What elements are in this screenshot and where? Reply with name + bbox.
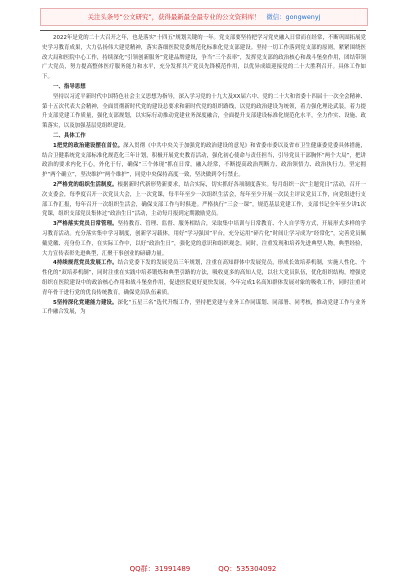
task-paragraph bbox=[42, 181, 366, 220]
task-text: 深化“五星三名”选代升级工作，坚持把党建与业务工作同谋划、同部署、同考核，推动党建工作与业务工作融合发展，为 bbox=[42, 299, 366, 316]
task-text: 结合党委下发的发展党员三年规划，注重在高知群体中发展党员，形成长效培养机制，实施人性化、个性化的“双培养机制”，同时注重在实践中培养锻炼和典型引路的方法，吸收更多的高知人党，以壮大党员队伍，优化组织结构，增强党组织在医院建设中的政治核心作用和战斗堡垒作用，促进医院更好更快发展，今年完成1名高知群体发展对象的吸收工作，同时注重对青年骨干进行党的优良传统教育，确保党员队伍素质。 bbox=[42, 260, 366, 296]
wechat-id: 微信：gongwenyj bbox=[266, 13, 321, 21]
qq-number: QQ：535304092 bbox=[218, 565, 277, 573]
header-divider bbox=[40, 30, 366, 31]
guiding-paragraph: 坚持以习近平新时代中国特色社会主义思想为指导，深入学习党的十九大及XX届六中、党的二十大和省委十四届十一次全会精神、第十五次代表大会精神，全面贯彻新时代党的建设总要求和新时代党的组织路线，以党的政治建设为统领，着力强化理论武装，着力提升支部党建工作质量，强化支部规划，以实际行动推动党建业务深度融合，全面提升支部建设标准化规范化水平，全力作实、设施、政策落实，以及加强基层党组织建设。 bbox=[42, 93, 366, 130]
task-paragraph bbox=[42, 299, 366, 319]
task-text: 坚持教育、管理、监督、服务相结合，采取集中培训与日常教育、个人自学等方式，开展形式多样的学习教育活动。充分落实集中学习制度，创新学习载体，用好“学习强国”平台，充分运用“碎片化”时间让学习成为“经常化”，完善党员佩戴党徽、亮身份工作，在实际工作中，以好“政治生日”，强化党的意识和组织观念。同时，注重发现和培养先进典型人物，典型经验，大力宣传表彰先进典型，汇聚干事创业的磅礴力量。 bbox=[42, 221, 366, 257]
task-title: 2严格党的组织生活制度。 bbox=[53, 181, 118, 188]
task-paragraph bbox=[42, 259, 366, 298]
task-text: 深入贯彻《中共中央关于加强党的政治建设的意见》和省委市委以及省市卫生健康委党委具体措施，结合卫健系统党支部标准化规范化三年计划，积极开展党史教育活动，强化初心使命与责任担当，引导党员干部胸怀“两个大局”，把讲政治的要求内化于心，外化于行，确保“三个体现”抓在日常，融入经常，不断提高政治判断力、政治领悟力、政治执行力。坚定拥护“两个确立”，坚决维护“两个维护”，同党中央保持高度一致，坚决做到令行禁止。 bbox=[42, 142, 366, 179]
contact-footer bbox=[40, 563, 366, 575]
section-heading-tasks: 二、具体工作 bbox=[53, 132, 86, 139]
task-title: 1把党的政治建设摆在首位。 bbox=[53, 142, 124, 149]
qq-group: QQ群：31991489 bbox=[129, 565, 191, 573]
task-title: 5坚持深化党建能力建设。 bbox=[53, 299, 118, 306]
document-body bbox=[42, 34, 366, 318]
task-title: 4持续规范党员发展工作。 bbox=[53, 260, 118, 267]
section-heading-guiding: 一、指导思想 bbox=[53, 83, 86, 90]
promo-banner bbox=[40, 8, 368, 26]
promo-text: 关注头条号“公文研究”，获得最新最全最专业的公文资料库！ bbox=[87, 13, 261, 21]
intro-paragraph: 2022年是党的二十大召开之年，也是落实"十四五"规划关键的一年。党支部要坚持把学习党史融入日常而在经常，不断巩固拓展党史学习教育成果，大力弘扬伟大建党精神，落实落细医院党委规范化标准化党支部建设。坚持一切工作落到党支部的原则，紧紧围绕医改大局和医院中心工作，持续深化“引领创新服务”党建品牌建设，争当“三个表率”，发挥党支部的政治核心和战斗堡垒作用，团结带领广大党员，努力提高整体医疗服务能力和水平，充分发挥共产党员先锋模范作用，以优异成绩迎接党的二十大胜利召开。具体工作如下。 bbox=[42, 35, 366, 81]
task-paragraph bbox=[42, 142, 366, 181]
task-title: 3严格落实党员日常管理。 bbox=[53, 221, 118, 228]
task-paragraph bbox=[42, 220, 366, 259]
task-text: 根据新时代新形势新要求，结合实际，切实抓好各项制度落实。每月组织一次“主题党日”活动，召开一次支委会，每季度召开一次党员大会，上一次党课，每半年至少一次组织生活会，每年至少开展一次民主评议党员工作，向党组进行支部工作汇报，每年召开一次组织生活会，确保支部工作与时俱进。严格执行“三会一课”，规范基层党建工作，支部书记全年至少讲1次党课，组织支部党员集体过“政治生日”活动，主动每月报到定期激励党员。 bbox=[42, 181, 366, 218]
